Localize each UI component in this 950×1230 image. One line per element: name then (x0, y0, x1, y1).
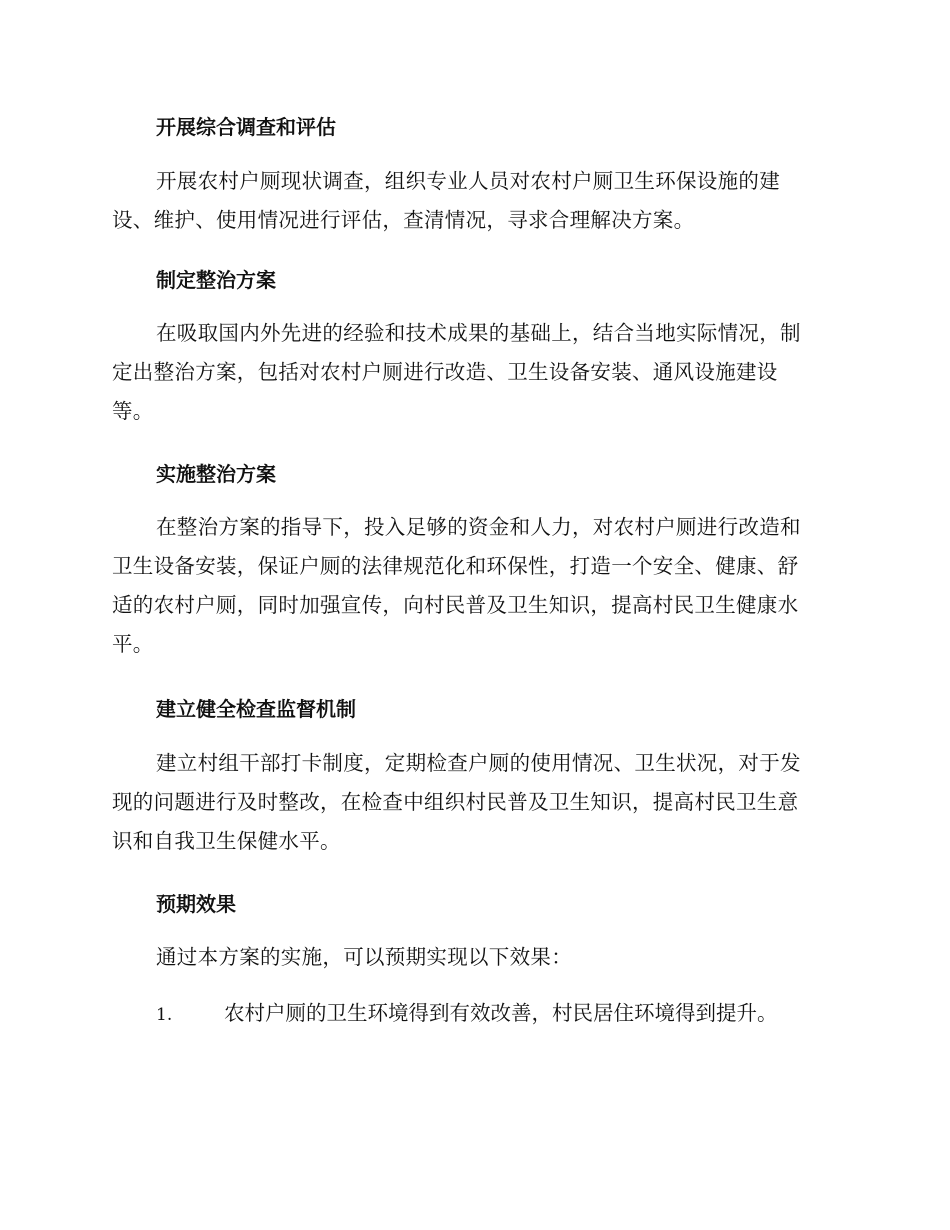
paragraph-line: 适的农村户厕，同时加强宣传，向村民普及卫生知识，提高村民卫生健康水 (112, 593, 799, 617)
paragraph-line: 建立村组干部打卡制度，定期检查户厕的使用情况、卫生状况，对于发 (156, 751, 801, 775)
section-paragraph (112, 162, 832, 240)
section-paragraph (112, 314, 832, 431)
section-paragraph (112, 508, 832, 664)
paragraph-line: 等。 (112, 399, 154, 423)
section-heading: 制定整治方案 (156, 268, 276, 292)
paragraph-line: 卫生设备安装，保证户厕的法律规范化和环保性，打造一个安全、健康、舒 (112, 554, 799, 578)
section-paragraph (112, 938, 832, 977)
section-heading: 预期效果 (156, 892, 236, 916)
list-item-text: 农村户厕的卫生环境得到有效改善，村民居住环境得到提升。 (224, 1001, 778, 1025)
paragraph-line: 平。 (112, 632, 154, 656)
list-item-number: 1. (156, 1005, 173, 1025)
paragraph-line: 现的问题进行及时整改，在检查中组织村民普及卫生知识，提高村民卫生意 (112, 790, 799, 814)
section-heading: 开展综合调查和评估 (156, 115, 336, 139)
paragraph-line: 识和自我卫生保健水平。 (112, 829, 341, 853)
section-paragraph (112, 744, 832, 861)
paragraph-line: 在整治方案的指导下，投入足够的资金和人力，对农村户厕进行改造和 (156, 515, 801, 539)
list-item (156, 994, 778, 1035)
paragraph-line: 在吸取国内外先进的经验和技术成果的基础上，结合当地实际情况，制 (156, 321, 801, 345)
section-heading: 实施整治方案 (156, 462, 276, 486)
paragraph-line: 通过本方案的实施，可以预期实现以下效果： (156, 945, 572, 969)
section-heading: 建立健全检查监督机制 (156, 697, 356, 721)
paragraph-line: 开展农村户厕现状调查，组织专业人员对农村户厕卫生环保设施的建 (156, 169, 780, 193)
paragraph-line: 定出整治方案，包括对农村户厕进行改造、卫生设备安装、通风设施建设 (112, 360, 778, 384)
paragraph-line: 设、维护、使用情况进行评估，查清情况，寻求合理解决方案。 (112, 208, 695, 232)
